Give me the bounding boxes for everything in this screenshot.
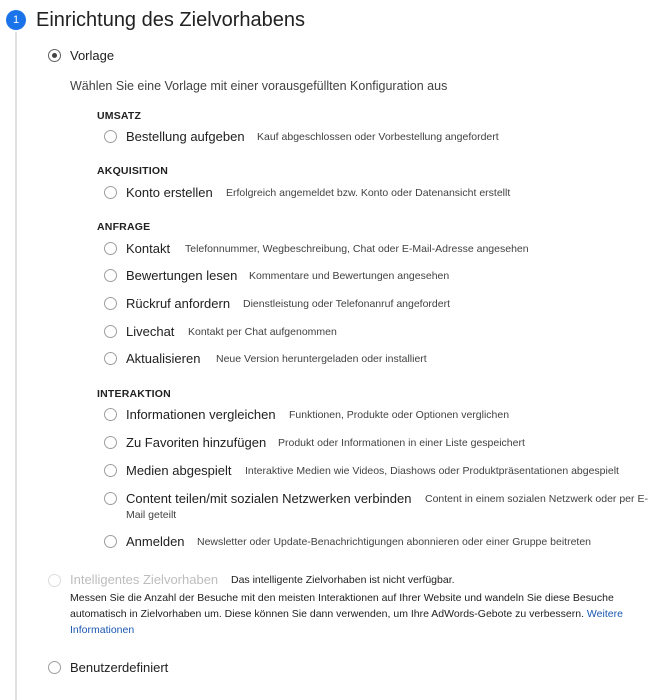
option-label: Livechat [126, 324, 175, 339]
category-interaktion: INTERAKTION [97, 388, 171, 400]
radio-content-teilen[interactable] [104, 492, 117, 505]
custom-radio[interactable] [48, 661, 61, 674]
option-description: Newsletter oder Update-Benachrichtigungen abonnieren oder einer Gruppe beitreten [197, 536, 592, 548]
option-description: Kauf abgeschlossen oder Vorbestellung angefordert [257, 131, 499, 143]
radio-rueckruf-anfordern[interactable] [104, 297, 117, 310]
smart-goal-status: Das intelligente Zielvorhaben ist nicht verfügbar. [231, 574, 455, 586]
option-description: Content in einem sozialen Netzwerk oder per E- [425, 493, 648, 505]
radio-medien-abgespielt[interactable] [104, 464, 117, 477]
radio-bestellung-aufgeben[interactable] [104, 130, 117, 143]
category-umsatz: UMSATZ [97, 110, 142, 122]
smart-goal-description-line1: Messen Sie die Anzahl der Besuche mit den meisten Interaktionen auf Ihrer Website und wandeln Sie diese Besuche [70, 592, 614, 604]
step-connector-line [15, 32, 17, 700]
option-label: Aktualisieren [126, 351, 201, 366]
option-description: Dienstleistung oder Telefonanruf angefordert [243, 298, 451, 310]
option-description: Funktionen, Produkte oder Optionen verglichen [289, 409, 510, 421]
step-number-badge: 1 [6, 10, 26, 30]
option-label: Bestellung aufgeben [126, 129, 245, 144]
category-akquisition: AKQUISITION [97, 165, 169, 177]
template-radio[interactable] [48, 49, 61, 62]
option-description: Kommentare und Bewertungen angesehen [249, 270, 450, 282]
option-label: Content teilen/mit sozialen Netzwerken verbinden [126, 491, 412, 506]
option-label: Informationen vergleichen [126, 407, 276, 422]
option-description: Produkt oder Informationen in einer Liste gespeichert [278, 437, 525, 449]
radio-kontakt[interactable] [104, 242, 117, 255]
smart-goal-label: Intelligentes Zielvorhaben [70, 572, 219, 587]
category-anfrage: ANFRAGE [97, 221, 151, 233]
option-label: Bewertungen lesen [126, 268, 238, 283]
option-description-continued: Mail geteilt [126, 509, 177, 521]
option-description: Neue Version heruntergeladen oder installiert [216, 353, 427, 365]
template-label: Vorlage [70, 48, 115, 63]
radio-anmelden[interactable] [104, 535, 117, 548]
option-label: Kontakt [126, 241, 171, 256]
learn-more-link[interactable]: Weitere [586, 608, 623, 620]
option-label: Rückruf anfordern [126, 296, 231, 311]
radio-informationen-vergleichen[interactable] [104, 408, 117, 421]
smart-goal-description-line2 [70, 606, 623, 622]
custom-label: Benutzerdefiniert [70, 660, 169, 675]
option-label: Zu Favoriten hinzufügen [126, 435, 267, 450]
option-description: Interaktive Medien wie Videos, Diashows oder Produktpräsentationen abgespielt [245, 465, 619, 477]
option-description: Erfolgreich angemeldet bzw. Konto oder Datenansicht erstellt [226, 187, 511, 199]
option-label: Anmelden [126, 534, 185, 549]
radio-bewertungen-lesen[interactable] [104, 269, 117, 282]
smart-goal-radio [48, 574, 61, 587]
option-description: Kontakt per Chat aufgenommen [188, 326, 337, 338]
option-label: Medien abgespielt [126, 463, 232, 478]
radio-konto-erstellen[interactable] [104, 186, 117, 199]
learn-more-link-continued[interactable]: Informationen [70, 624, 135, 636]
radio-aktualisieren[interactable] [104, 352, 117, 365]
option-description: Telefonnummer, Wegbeschreibung, Chat oder E-Mail-Adresse angesehen [185, 243, 529, 255]
radio-zu-favoriten-hinzufuegen[interactable] [104, 436, 117, 449]
section-title: Einrichtung des Zielvorhabens [36, 9, 306, 31]
smart-goal-text: automatisch in Zielvorhaben um. Diese können Sie dann verwenden, um Ihre AdWords-Gebote zu verbessern. [70, 608, 587, 620]
radio-livechat[interactable] [104, 325, 117, 338]
option-label: Konto erstellen [126, 185, 213, 200]
template-subtitle: Wählen Sie eine Vorlage mit einer vorausgefüllten Konfiguration aus [70, 79, 448, 93]
